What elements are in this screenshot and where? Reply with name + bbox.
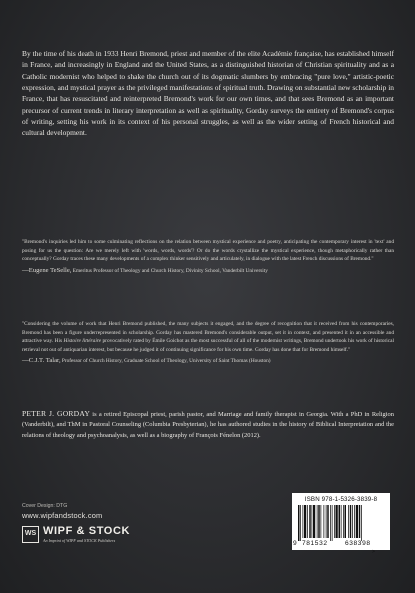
author-bio xyxy=(22,409,394,441)
endorsement-quote xyxy=(22,320,394,354)
endorsement-attribution xyxy=(22,266,394,276)
endorsement-talar xyxy=(22,320,394,366)
attribution-dash: — xyxy=(22,357,29,364)
endorser-affiliation: Professor of Church History, Graduate School of Theology, University of Saint Thomas (Houston) xyxy=(60,358,271,364)
attribution-dash: — xyxy=(22,266,29,274)
endorser-name: Eugene TeSelle, xyxy=(28,266,72,274)
quote-book-title: Histoire littéraire xyxy=(63,338,102,344)
publisher-tagline: An Imprint of WIPF and STOCK Publishers xyxy=(43,538,116,543)
isbn-number: ISBN 978-1-5326-3839-8 xyxy=(304,496,378,503)
author-bio-text: is a retired Episcopal priest, parish pastor, and Marriage and family therapist in Georgia. With a PhD in Religion (Vanderbilt), and ThM in Pastoral Counseling (Columbia Presbyterian), he has authored studies in the history of Biblical Interpretation and the relations of theology and psychoanalysis, as well as a biography of François Fénelon (2012). xyxy=(22,411,394,439)
endorsement-quote: "Bremond's inquiries led him to some culminating reflections on the relation between mystical experience and poetry, anticipating the contemporary interest in 'text' and posing for us the question: Are we merely left with 'words, words, words'? Or do the words crystallize the mystical experience, though metaphorically rather than conceptually? Gorday traces these many developments of a complex thinker sensitively and articulately, in dialogue with the latest French discussions of Bremond." xyxy=(22,239,394,262)
book-summary: By the time of his death in 1933 Henri Bremond, priest and member of the elite Académie française, has established himself in France, and increasingly in England and the United States, as a distinguished historian of Christian spirituality and as a Catholic modernist who helped to shake the church out of its dogmatic slumbers by embracing "pure love," artistic-poetic expression, and mystical prayer as the privileged manifestations of spiritual truth. Drawing on substantial new scholarship in France, that has resuscitated and reinterpreted Bremond's work for our own times, and that sees Bremond as an important precursor of current trends in literary interpretation as well as spirituality, Gorday surveys the entirety of Bremond's corpus of writing, setting his work in its context of his personal struggles, as well as the wider setting of French historical and cultural development. xyxy=(22,49,394,138)
endorsement-attribution xyxy=(22,356,394,366)
endorsement-tesele xyxy=(22,238,394,276)
endorser-affiliation: Emeritus Professor of Theology and Church History, Divinity School, Vanderbilt University xyxy=(71,267,268,274)
author-name: PETER J. GORDAY xyxy=(22,409,91,418)
endorser-name: C.J.T. Talar, xyxy=(28,357,61,364)
cover-design-credit: Cover Design: DTG xyxy=(22,503,68,509)
barcode-right-digits: 638398 xyxy=(345,540,371,547)
barcode-quiet-mark: > xyxy=(372,549,375,555)
barcode-left-digits: 781532 xyxy=(302,540,328,547)
isbn-barcode xyxy=(292,493,390,555)
publisher-website: www.wipfandstock.com xyxy=(22,511,103,520)
quote-part-b: provocatively rated by Émile Goichot as the most successful of all of the modernist writings, Bremond undertook his work of historical retrieval not out of antiquarian interest, but because he judged it of continuing significance for his own time. Gorday has done that for Bremond himself." xyxy=(22,338,395,353)
publisher-logo xyxy=(22,525,140,547)
publisher-name: WIPF & STOCK xyxy=(43,525,131,537)
barcode-bars-icon xyxy=(298,505,384,541)
barcode-first-digit: 9 xyxy=(293,540,297,547)
publisher-mark-icon: WS xyxy=(22,526,39,543)
quote-part-a: "Considering the volume of work that Henri Bremond published, the many subjects it engaged, and the degree of recognition that it received from his contemporaries, Bremond has been a figure underrepresented in scholarship. Gorday has mastered Bremond's considerable output, set it in context, and presented it in an accessible and attractive way. His xyxy=(22,321,394,344)
